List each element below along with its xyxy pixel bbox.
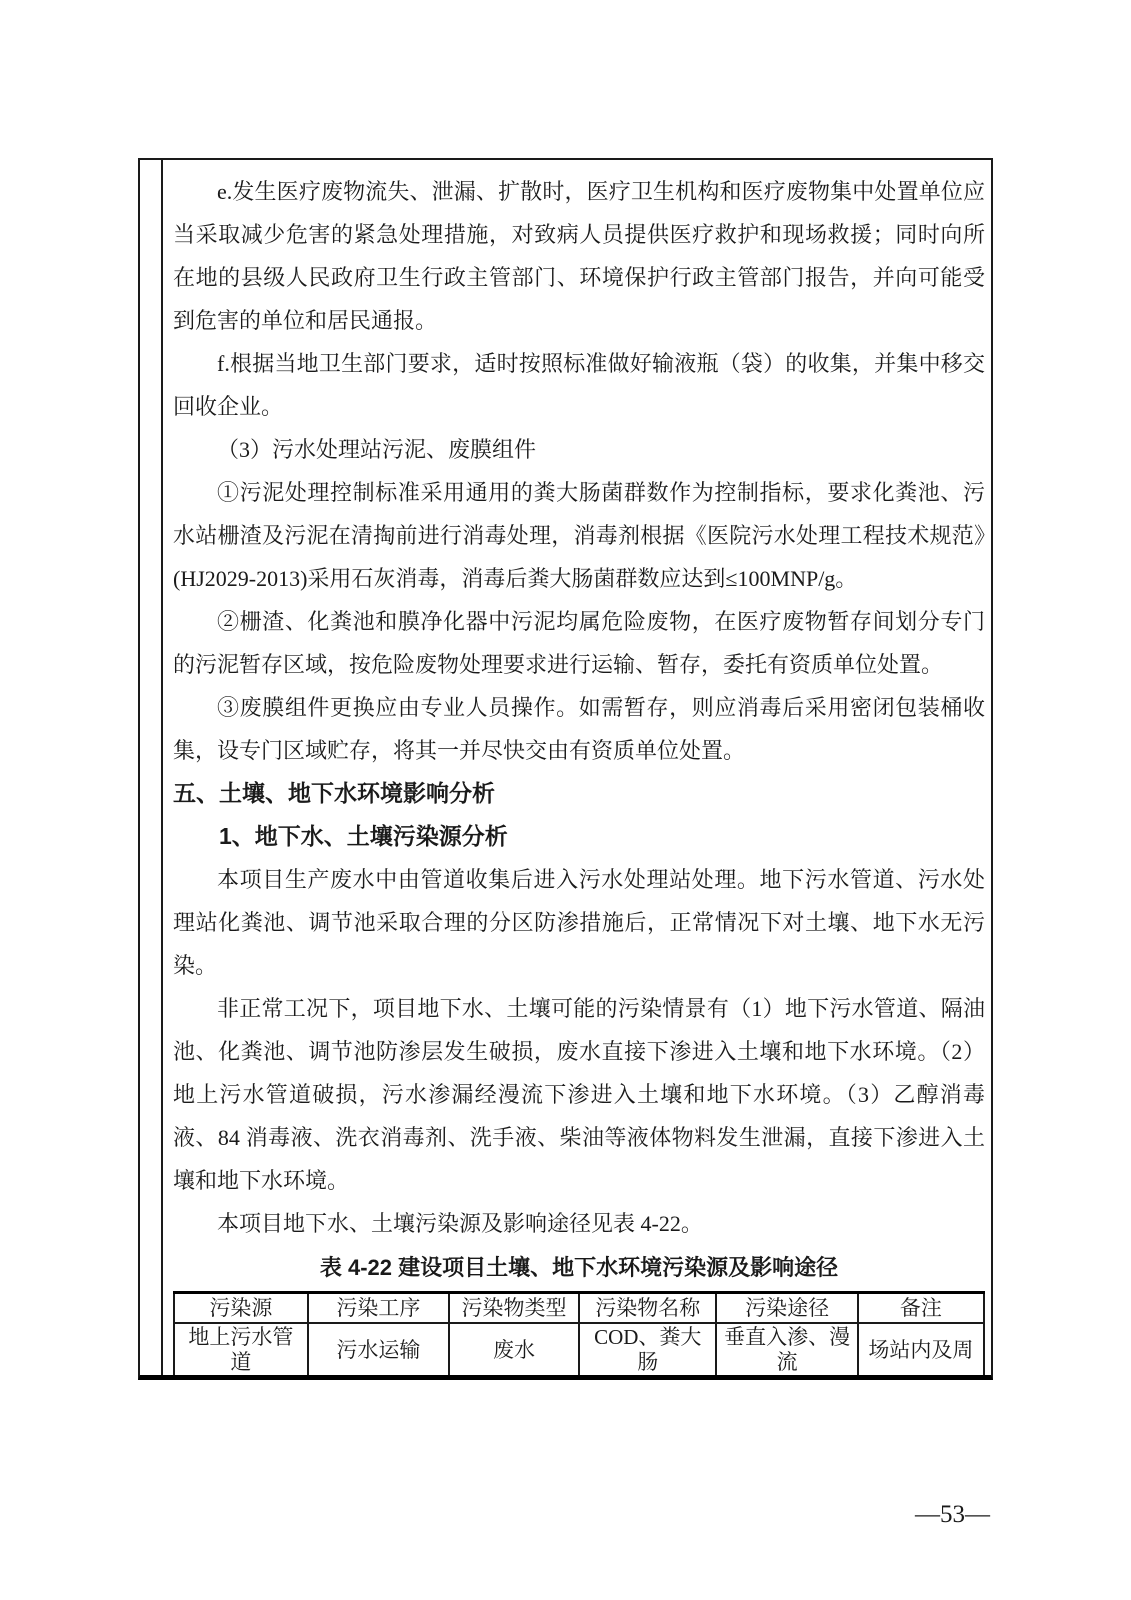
table-cell-name: COD、粪大肠: [579, 1323, 717, 1377]
table-cell-source: 地上污水管道: [174, 1323, 308, 1377]
left-inner-rule: [161, 160, 163, 1375]
paragraph-hazardous-sludge-storage: ②栅渣、化粪池和膜净化器中污泥均属危险废物，在医疗废物暂存间划分专门的污泥暂存区域，按危险废物处理要求进行运输、暂存，委托有资质单位处置。: [173, 609, 985, 677]
form-border-box: [138, 158, 993, 1380]
table-cell-remarks: 场站内及周: [858, 1323, 984, 1377]
paragraph-item3-sludge-membrane: （3）污水处理站污泥、废膜组件: [217, 437, 537, 462]
table-header-pollution-source: 污染源: [174, 1293, 308, 1324]
paragraph-membrane-replacement: ③废膜组件更换应由专业人员操作。如需暂存，则应消毒后采用密闭包装桶收集，设专门区域贮存，将其一并尽快交由有资质单位处置。: [173, 695, 985, 763]
table-header-pollution-pathway: 污染途径: [716, 1293, 857, 1324]
table-cell-process: 污水运输: [308, 1323, 449, 1377]
table-header-row: [174, 1293, 984, 1324]
pollution-source-table: [173, 1291, 985, 1378]
page-number: —53—: [915, 1501, 990, 1528]
page-content: [173, 170, 985, 1378]
paragraph-sludge-control-standard: ①污泥处理控制标准采用通用的粪大肠菌群数作为控制指标，要求化粪池、污水站栅渣及污泥在清掏前进行消毒处理，消毒剂根据《医院污水处理工程技术规范》(HJ2029-2013)采用石灰消毒，消毒后粪大肠菌群数应达到≤100MNP/g。: [173, 480, 985, 591]
table-header-remarks: 备注: [858, 1293, 984, 1324]
table-row: [174, 1323, 984, 1377]
paragraph-infusion-bottle-collection: f.根据当地卫生部门要求，适时按照标准做好输液瓶（袋）的收集，并集中移交回收企业。: [173, 351, 985, 419]
table-title: 表 4-22 建设项目土壤、地下水环境污染源及影响途径: [319, 1255, 839, 1280]
paragraph-abnormal-condition: 非正常工况下，项目地下水、土壤可能的污染情景有（1）地下污水管道、隔油池、化粪池、调节池防渗层发生破损，废水直接下渗进入土壤和地下水环境。（2）地上污水管道破损，污水渗漏经漫流下渗进入土壤和地下水环境。（3）乙醇消毒液、84 消毒液、洗衣消毒剂、洗手液、柴油等液体物料发生泄漏，直接下渗进入土壤和地下水环境。: [173, 996, 985, 1193]
table-header-pollution-process: 污染工序: [308, 1293, 449, 1324]
table-cell-type: 废水: [449, 1323, 579, 1377]
paragraph-normal-condition: 本项目生产废水中由管道收集后进入污水处理站处理。地下污水管道、污水处理站化粪池、调节池采取合理的分区防渗措施后，正常情况下对土壤、地下水无污染。: [173, 867, 985, 978]
table-header-pollutant-name: 污染物名称: [579, 1293, 717, 1324]
subsection-heading-pollution-source: 1、地下水、土壤污染源分析: [219, 823, 508, 849]
paragraph-medical-waste-emergency: e.发生医疗废物流失、泄漏、扩散时，医疗卫生机构和医疗废物集中处置单位应当采取减少危害的紧急处理措施，对致病人员提供医疗救护和现场救援；同时向所在地的县级人民政府卫生行政主管部门、环境保护行政主管部门报告，并向可能受到危害的单位和居民通报。: [173, 179, 985, 333]
paragraph-see-table: 本项目地下水、土壤污染源及影响途径见表 4-22。: [217, 1211, 703, 1236]
table-header-pollutant-type: 污染物类型: [449, 1293, 579, 1324]
section-heading-soil-groundwater: 五、土壤、地下水环境影响分析: [173, 780, 495, 806]
table-cell-pathway: 垂直入渗、漫流: [716, 1323, 857, 1377]
